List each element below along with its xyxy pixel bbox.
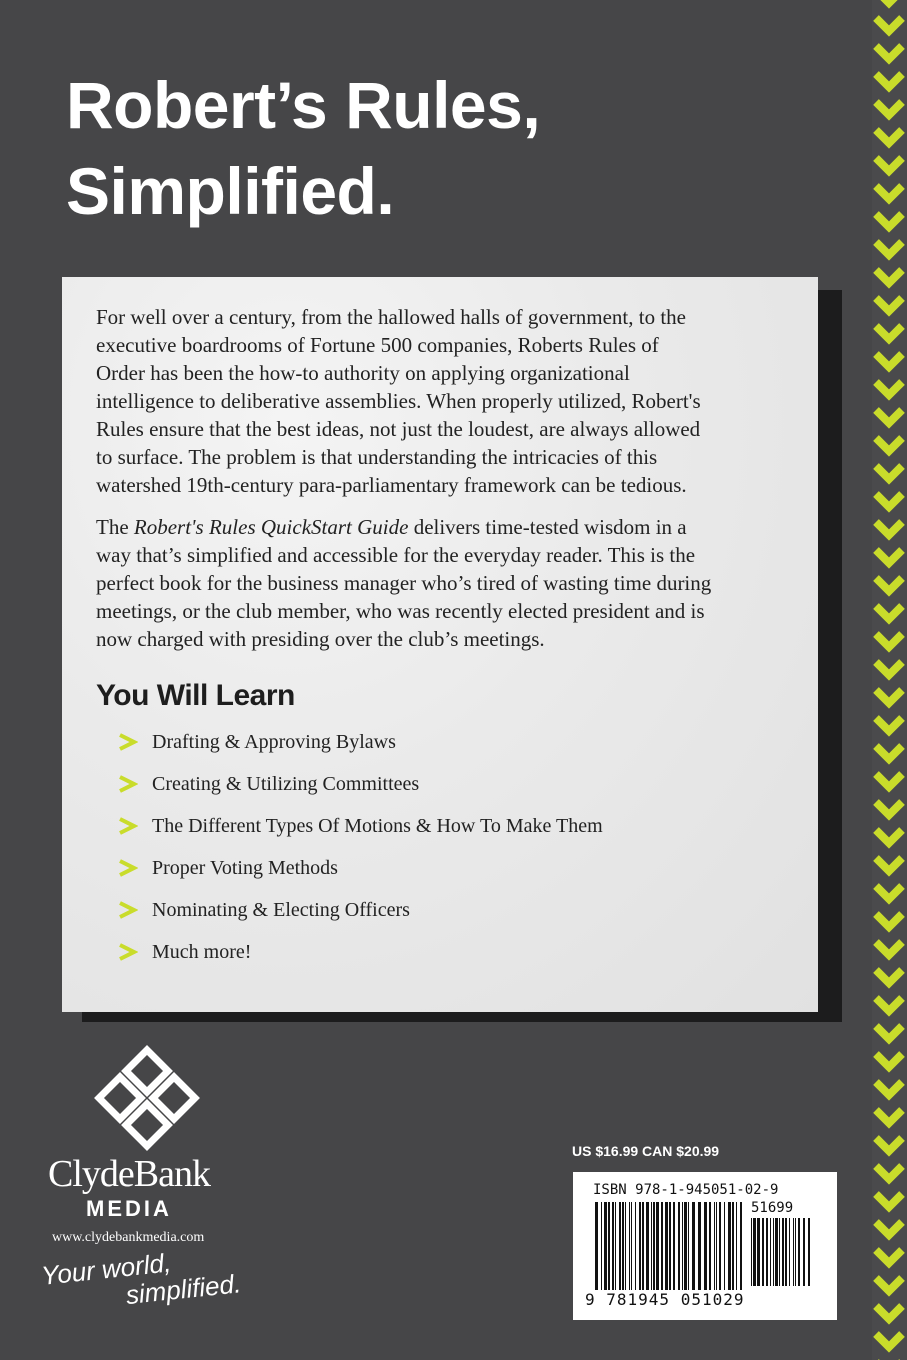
barcode-bar: [714, 1202, 715, 1290]
chevron-mark: [876, 326, 902, 339]
chevron-mark: [876, 886, 902, 899]
barcode-bar: [665, 1202, 668, 1290]
price-label: US $16.99 CAN $20.99: [572, 1143, 720, 1159]
description-line: watershed 19th-century para-parliamentary framework can be tedious.: [96, 473, 687, 497]
barcode-bar: [601, 1202, 602, 1290]
barcode-bar: [642, 1202, 644, 1290]
chevron-mark: [876, 942, 902, 955]
barcode-bar: [625, 1202, 626, 1290]
barcode-bar: [612, 1202, 614, 1290]
barcode-bar: [688, 1202, 689, 1290]
barcode-bar: [719, 1202, 721, 1290]
headline: [66, 62, 540, 234]
barcode-bar: [595, 1202, 598, 1290]
book-title: Robert's Rules QuickStart Guide: [133, 515, 409, 539]
barcode-bar: [795, 1218, 796, 1286]
barcode-bar: [635, 1202, 636, 1290]
chevron-stripe: [872, 0, 907, 1360]
headline-line-1: Robert’s Rules,: [66, 68, 541, 142]
description-suffix: delivers time-tested wisdom in a: [408, 515, 687, 539]
chevron-mark: [876, 298, 902, 311]
publisher-sub: MEDIA: [86, 1196, 172, 1221]
chevron-mark: [876, 830, 902, 843]
barcode-bar: [798, 1218, 800, 1286]
chevron-mark: [876, 578, 902, 591]
barcode-bar: [740, 1202, 742, 1290]
learn-item-label: Drafting & Approving Bylaws: [152, 730, 396, 753]
barcode-main-icon: [595, 1202, 745, 1292]
learn-item: [118, 805, 788, 847]
chevron-right-icon: [118, 901, 138, 919]
barcode-bar: [631, 1202, 632, 1290]
diamond-knot-logo-icon: [90, 1044, 204, 1152]
chevron-mark: [876, 718, 902, 731]
chevron-mark: [876, 634, 902, 647]
learn-list: [96, 721, 788, 973]
chevron-right-icon: [118, 733, 138, 751]
description-line: intelligence to deliberative assemblies. When properly utilized, Robert's: [96, 389, 701, 413]
chevron-mark: [876, 858, 902, 871]
chevron-mark: [876, 18, 902, 31]
barcode-bar: [773, 1218, 774, 1286]
chevron-mark: [876, 74, 902, 87]
isbn-text: ISBN 978-1-945051-02-9: [593, 1182, 779, 1198]
learn-item: [118, 721, 788, 763]
learn-title: You Will Learn: [96, 679, 295, 712]
barcode-bar: [808, 1218, 810, 1286]
chevron-mark: [876, 802, 902, 815]
barcode-bar: [651, 1202, 652, 1290]
description-line: For well over a century, from the hallowed halls of government, to the: [96, 305, 686, 329]
publisher-tagline: [40, 1241, 242, 1317]
barcode-bar: [716, 1202, 717, 1290]
chevron-mark: [876, 1250, 902, 1263]
barcode-bar: [692, 1202, 695, 1290]
barcode-bar: [766, 1218, 768, 1286]
description-paragraph-2: [96, 513, 788, 653]
chevron-mark: [876, 1166, 902, 1179]
description-line: Order has been the how-to authority on applying organizational: [96, 361, 630, 385]
barcode-bar: [673, 1202, 675, 1290]
description-line: executive boardrooms of Fortune 500 companies, Roberts Rules of: [96, 333, 659, 357]
learn-item: [118, 931, 788, 973]
chevron-mark: [876, 970, 902, 983]
chevron-mark: [876, 662, 902, 675]
barcode-addon-icon: [751, 1218, 811, 1288]
barcode-bar: [757, 1218, 760, 1286]
barcode-bar: [608, 1202, 610, 1290]
barcode-bar: [751, 1218, 752, 1286]
chevron-mark: [876, 270, 902, 283]
barcode-bar: [785, 1218, 787, 1286]
chevron-mark: [876, 914, 902, 927]
barcode-bar: [698, 1202, 701, 1290]
chevron-mark: [876, 214, 902, 227]
barcode-bar: [622, 1202, 624, 1290]
chevron-mark: [876, 1054, 902, 1067]
chevron-mark: [876, 1222, 902, 1235]
publisher-name: ClydeBank: [48, 1153, 210, 1195]
chevron-mark: [876, 186, 902, 199]
chevron-mark: [876, 466, 902, 479]
chevron-mark: [876, 382, 902, 395]
chevron-mark: [876, 550, 902, 563]
barcode-bar: [646, 1202, 649, 1290]
learn-item-label: Nominating & Electing Officers: [152, 898, 410, 921]
chevron-mark: [876, 494, 902, 507]
chevron-right-icon: [118, 775, 138, 793]
barcode-bar: [779, 1218, 780, 1286]
barcode-bar: [803, 1218, 805, 1286]
learn-item: [118, 889, 788, 931]
barcode-ean-number: 9 781945 051029: [585, 1290, 745, 1309]
learn-item-label: Proper Voting Methods: [152, 856, 338, 879]
chevron-right-icon: [118, 859, 138, 877]
description-line: now charged with presiding over the club’s meetings.: [96, 627, 545, 651]
barcode-bar: [775, 1218, 778, 1286]
chevron-mark: [876, 410, 902, 423]
chevron-mark: [876, 1138, 902, 1151]
chevron-mark: [876, 1194, 902, 1207]
barcode-bar: [629, 1202, 630, 1290]
chevron-pattern-icon: [872, 0, 907, 1360]
description-prefix: The: [96, 515, 134, 539]
tagline-line-1: Your world,: [39, 1247, 173, 1291]
barcode-bar: [704, 1202, 707, 1290]
barcode-bar: [604, 1202, 607, 1290]
barcode-bar: [782, 1218, 784, 1286]
description-line: [96, 513, 788, 541]
barcode-bar: [615, 1202, 616, 1290]
chevron-mark: [876, 522, 902, 535]
chevron-mark: [876, 1026, 902, 1039]
barcode-box: [573, 1172, 837, 1320]
barcode-bar: [732, 1202, 734, 1290]
chevron-mark: [876, 46, 902, 59]
description-line: way that’s simplified and accessible for the everyday reader. This is the: [96, 543, 696, 567]
barcode-bar: [653, 1202, 655, 1290]
headline-line-2: Simplified.: [66, 154, 395, 228]
barcode-bar: [684, 1202, 687, 1290]
barcode-bar: [736, 1202, 737, 1290]
learn-item-label: Much more!: [152, 940, 252, 963]
barcode-bar: [661, 1202, 663, 1290]
barcode-bar: [669, 1202, 671, 1290]
barcode-bar: [709, 1202, 711, 1290]
chevron-mark: [876, 606, 902, 619]
chevron-mark: [876, 354, 902, 367]
tagline-line-2: simplified.: [124, 1268, 243, 1311]
description-line: to surface. The problem is that understanding the intricacies of this: [96, 445, 658, 469]
chevron-mark: [876, 1278, 902, 1291]
chevron-mark: [876, 690, 902, 703]
learn-item-label: Creating & Utilizing Committees: [152, 772, 420, 795]
barcode-bar: [639, 1202, 641, 1290]
chevron-right-icon: [118, 943, 138, 961]
learn-item: [118, 763, 788, 805]
description-line: Rules ensure that the best ideas, not just the loudest, are always allowed: [96, 417, 701, 441]
chevron-mark: [876, 438, 902, 451]
barcode-bar: [656, 1202, 659, 1290]
barcode-bar: [724, 1202, 725, 1290]
description-line: meetings, or the club member, who was recently elected president and is: [96, 599, 705, 623]
chevron-mark: [876, 130, 902, 143]
barcode-bar: [678, 1202, 680, 1290]
barcode-bar: [793, 1218, 794, 1286]
chevron-mark: [876, 158, 902, 171]
barcode-bar: [770, 1218, 771, 1286]
description-line: perfect book for the business manager who’s tired of wasting time during: [96, 571, 712, 595]
chevron-mark: [876, 774, 902, 787]
description-paragraph-1: [96, 303, 788, 499]
learn-item-label: The Different Types Of Motions & How To Make Them: [152, 814, 603, 837]
chevron-mark: [876, 746, 902, 759]
learn-item: [118, 847, 788, 889]
chevron-mark: [876, 102, 902, 115]
barcode-bar: [762, 1218, 764, 1286]
chevron-mark: [876, 1334, 902, 1347]
barcode-bar: [728, 1202, 731, 1290]
chevron-mark: [876, 1082, 902, 1095]
publisher-website: www.clydebankmedia.com: [52, 1230, 205, 1245]
chevron-mark: [876, 1110, 902, 1123]
barcode-bar: [753, 1218, 756, 1286]
chevron-mark: [876, 242, 902, 255]
chevron-mark: [876, 998, 902, 1011]
barcode-bar: [619, 1202, 621, 1290]
barcode-addon-number: 51699: [751, 1200, 794, 1216]
chevron-mark: [876, 1306, 902, 1319]
barcode-bar: [789, 1218, 790, 1286]
chevron-right-icon: [118, 817, 138, 835]
chevron-mark: [876, 0, 902, 3]
barcode-bar: [682, 1202, 683, 1290]
description-panel: [62, 277, 818, 1012]
